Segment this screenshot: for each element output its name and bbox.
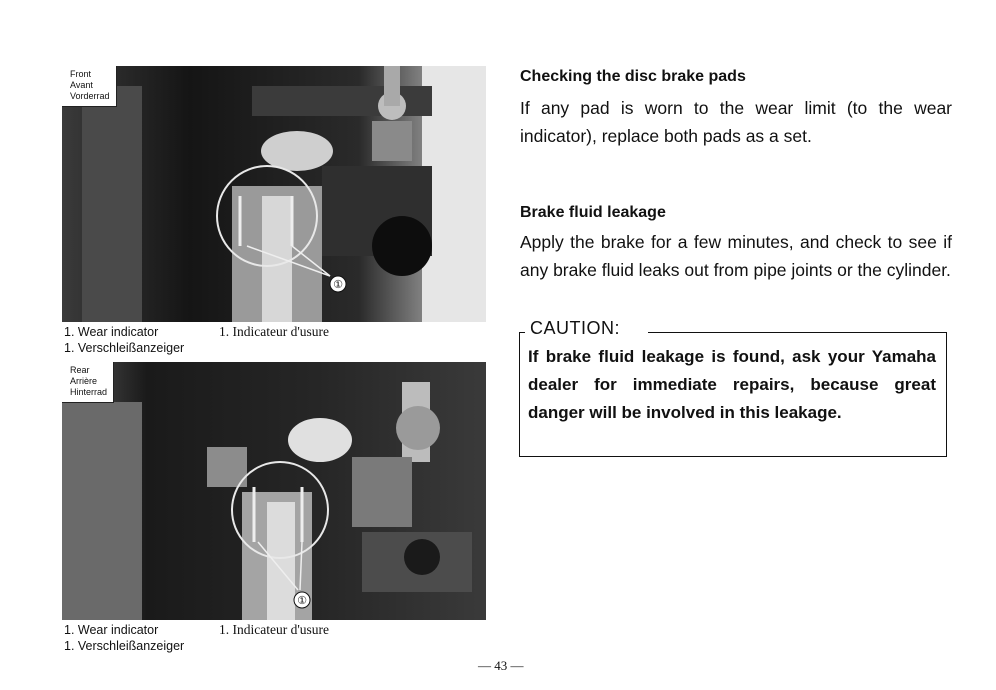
rear-caption [64, 622, 330, 654]
caution-border-top [648, 332, 946, 333]
rear-label-de: Hinterrad [70, 387, 108, 397]
rear-label-en: Rear [70, 365, 90, 375]
rear-caption-de: 1. Verschleißanzeiger [64, 639, 185, 653]
front-caption-de: 1. Verschleißanzeiger [64, 341, 185, 355]
rear-photo-label [62, 362, 114, 403]
front-caption-en: 1. Wear indicator [64, 325, 159, 339]
fluid-body: Apply the brake for a few minutes, and check to see if any brake fluid leaks out from pipe joints or the cylinder. [520, 232, 952, 280]
rear-caption-fr: 1. Indicateur d'usure [219, 622, 330, 637]
caution-title: CAUTION: [527, 318, 623, 339]
fluid-heading: Brake fluid leakage [520, 204, 666, 221]
pads-heading: Checking the disc brake pads [520, 68, 746, 85]
front-label-fr: Avant [70, 80, 93, 90]
page-number: — 43 — [478, 658, 524, 673]
front-label-en: Front [70, 69, 92, 79]
caution-text: If brake fluid leakage is found, ask your Yamaha dealer for immediate repairs, because great danger will be involved in this leakage. [528, 347, 936, 422]
front-caption-fr: 1. Indicateur d'usure [219, 324, 330, 339]
rear-marker: ① [297, 594, 307, 607]
front-brake-photo [62, 66, 486, 322]
front-brake-image [62, 66, 486, 322]
rear-brake-photo [62, 362, 486, 620]
rear-label-fr: Arrière [70, 376, 98, 386]
front-marker: ① [333, 278, 343, 291]
front-label-de: Vorderrad [70, 91, 110, 101]
rear-brake-image [62, 362, 486, 620]
front-caption [64, 324, 330, 356]
rear-caption-en: 1. Wear indicator [64, 623, 159, 637]
caution-border-left-tick [519, 332, 525, 333]
pads-body: If any pad is worn to the wear limit (to the wear indicator), replace both pads as a set. [520, 98, 952, 146]
front-photo-label [62, 66, 117, 107]
